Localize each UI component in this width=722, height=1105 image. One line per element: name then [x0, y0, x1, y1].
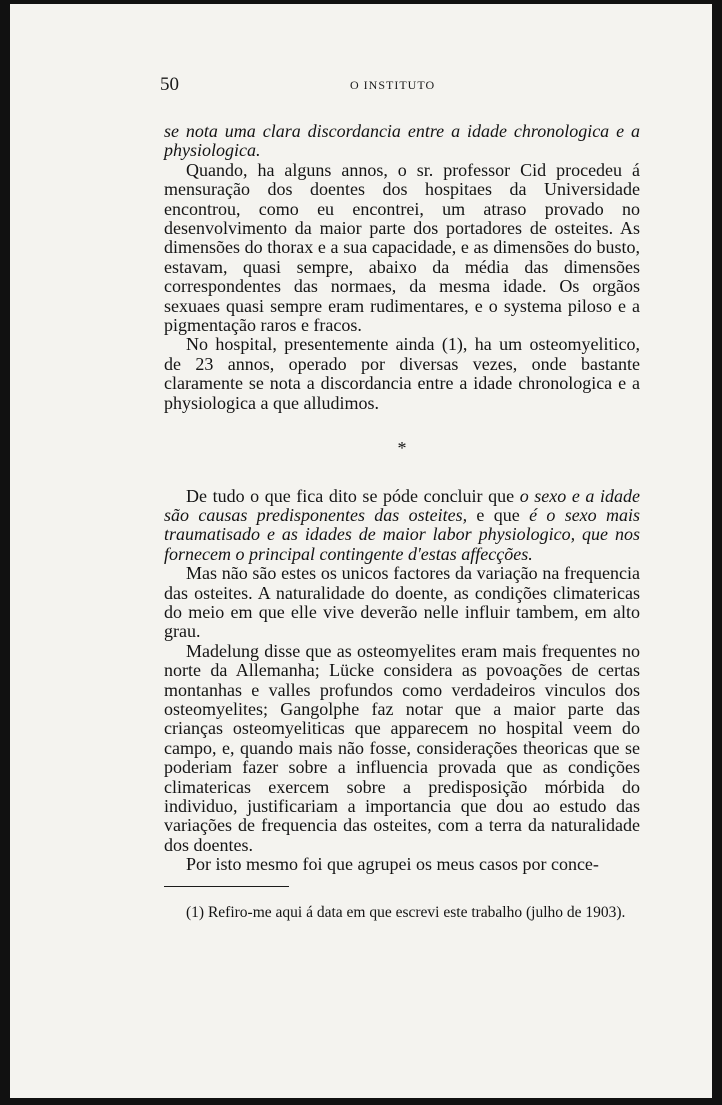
paragraph-1 — [164, 122, 640, 161]
paragraph-3: No hospital, presentemente ainda (1), ha um osteomyelitico, de 23 annos, operado por diversas vezes, onde bastante claramente se nota a discordancia entre a idade chronologica e a physiologica a que alludimos. — [164, 334, 640, 413]
paragraph-4-italic: o sexo e a idade são causas predisponentes das osteites, — [164, 485, 641, 525]
paragraph-7: Por isto mesmo foi que agrupei os meus casos por conce- — [186, 854, 599, 875]
page-header — [160, 74, 660, 98]
paragraph-4 — [164, 487, 640, 565]
paragraph-1-italic: se nota uma clara discordancia entre a idade chronologica e a physiologica. — [164, 121, 640, 161]
book-page — [10, 4, 712, 1098]
paragraph-4-lead: De tudo o que fica dito se póde concluir que — [186, 485, 520, 506]
page-number: 50 — [160, 74, 179, 95]
paragraph-6: Madelung disse que as osteomyelites eram mais frequentes no norte da Allemanha; Lücke considera as povoações de certas montanhas e valles profundos como verdadeiros vinculos dos osteomyelites; Gangolphe faz notar que a maior parte das crianças osteomyeliticas que apparecem no hospital veem do campo, e, quando mais não fosse, considerações theoricas que se poderiam fazer sobre a influencia provada que as condições climatericas exercem sobre a predisposição mórbida do individuo, justificariam a importancia que dou ao estudo das variações de frequencia das osteites, com a terra da naturalidade dos doentes. — [164, 640, 640, 855]
footnote: (1) Refiro-me aqui á data em que escrevi este trabalho (julho de 1903). — [186, 904, 626, 921]
footnote-divider — [164, 886, 289, 887]
paragraph-5: Mas não são estes os unicos factores da variação na frequencia das osteites. A naturalidade do doente, as condições climatericas do meio em que elle vive deverão nelle influir tambem, em alto grau. — [164, 563, 640, 642]
running-title: O INSTITUTO — [350, 78, 436, 92]
section-separator: * — [397, 438, 407, 459]
paragraph-4-mid: e que — [467, 504, 530, 525]
paragraph-4-italic-2: é o sexo mais traumatisado e as idades de maior labor physiologico, que nos fornecem o principal contingente d'estas affecções. — [164, 504, 641, 564]
paragraph-2: Quando, ha alguns annos, o sr. professor Cid procedeu á mensuração dos doentes dos hospitaes da Universidade encontrou, como eu encontrei, um atraso provado no desenvolvimento da maior parte dos portadores de osteites. As dimensões do thorax e a sua capacidade, e as dimensões do busto, estavam, quasi sempre, abaixo da média das dimensões correspondentes das normaes, da mesma idade. Os orgãos sexuaes quasi sempre eram rudimentares, e o systema piloso e a pigmentação raros e fracos. — [164, 159, 640, 336]
body-text — [164, 122, 640, 875]
